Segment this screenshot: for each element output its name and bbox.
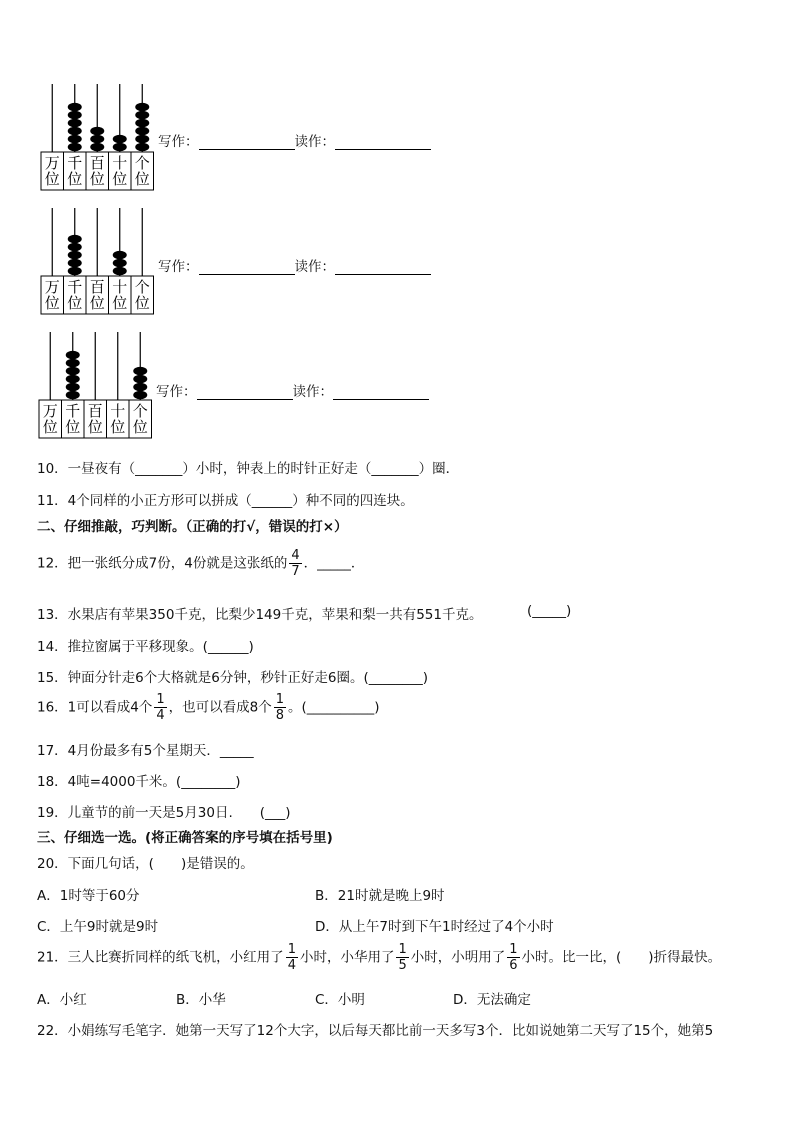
abacus-bead: [68, 135, 82, 144]
abacus-2-answer: [158, 255, 431, 275]
question-10: 10．一昼夜有（_______）小时，钟表上的时针正好走（_______）圈．: [37, 461, 460, 477]
write-label: 写作：: [156, 384, 197, 400]
question-14: 14．推拉窗属于平移现象。(______): [37, 639, 254, 655]
read-label: 读作：: [292, 384, 333, 400]
section-3-heading: 三、仔细选一选。(将正确答案的序号填在括号里): [37, 830, 333, 846]
place-value-label: 十: [112, 154, 128, 172]
place-value-label: 百: [89, 154, 105, 172]
abacus-bead: [66, 383, 80, 392]
place-value-label: 位: [132, 418, 148, 436]
question-11: 11．4个同样的小正方形可以拼成（______）种不同的四连块。: [37, 493, 414, 509]
abacus-bead: [66, 367, 80, 376]
read-blank[interactable]: [333, 385, 429, 400]
question-18: 18．4吨=4000千米。(________): [37, 774, 241, 790]
numerator: 1: [398, 942, 407, 957]
abacus-bead: [133, 383, 147, 392]
abacus-bead: [135, 119, 149, 128]
question-13: [37, 603, 572, 623]
place-value-label: 个: [134, 278, 150, 296]
write-blank[interactable]: [199, 135, 295, 150]
read-blank[interactable]: [335, 260, 431, 275]
abacus-bead: [68, 235, 82, 244]
place-value-label: 位: [44, 170, 60, 188]
abacus-1-drawing: [40, 84, 160, 194]
place-value-label: 位: [134, 170, 150, 188]
denominator: 8: [275, 708, 285, 723]
fraction-1-4: [154, 692, 166, 723]
question-16: [37, 692, 380, 723]
write-label: 写作：: [158, 259, 199, 275]
abacus-2: [40, 208, 160, 318]
abacus-bead: [68, 267, 82, 276]
denominator: 5: [398, 958, 407, 973]
abacus-bead: [90, 127, 104, 136]
abacus-3-answer: [156, 380, 429, 400]
abacus-bead: [113, 267, 127, 276]
abacus-3-drawing: [38, 332, 158, 442]
numerator: 1: [287, 942, 296, 957]
abacus-bead: [68, 111, 82, 120]
denominator: 6: [509, 958, 518, 973]
abacus-bead: [113, 135, 127, 144]
abacus-bead: [66, 359, 80, 368]
place-value-label: 万: [44, 154, 60, 172]
abacus-bead: [113, 143, 127, 152]
q21-text-b: 小时，小华用了: [299, 949, 395, 966]
q20-option-b[interactable]: B．21时就是晚上9时: [315, 888, 445, 904]
abacus-bead: [90, 135, 104, 144]
abacus-bead: [135, 103, 149, 112]
place-value-label: 位: [87, 418, 103, 436]
abacus-bead: [66, 375, 80, 384]
abacus-bead: [68, 251, 82, 260]
question-19: 19．儿童节的前一天是5月30日. (___): [37, 805, 291, 821]
numerator: 4: [291, 548, 300, 563]
abacus-1: [40, 84, 160, 194]
place-value-label: 千: [67, 278, 83, 296]
abacus-bead: [133, 367, 147, 376]
denominator: 4: [156, 708, 165, 723]
place-value-label: 十: [110, 402, 126, 420]
place-value-label: 位: [44, 294, 60, 312]
q21-text-a: 21．三人比赛折同样的纸飞机，小红用了: [37, 949, 284, 966]
write-blank[interactable]: [197, 385, 293, 400]
abacus-bead: [135, 135, 149, 144]
q16-text-c: 。(__________): [288, 699, 380, 716]
q21-option-a[interactable]: A．小红: [37, 992, 87, 1008]
abacus-3: [38, 332, 158, 442]
abacus-bead: [66, 351, 80, 360]
abacus-bead: [135, 127, 149, 136]
fraction-1-8: [274, 692, 286, 723]
place-value-label: 位: [65, 418, 81, 436]
place-value-label: 位: [112, 294, 128, 312]
q20-option-a[interactable]: A．1时等于60分: [37, 888, 140, 904]
q20-option-c[interactable]: C．上午9时就是9时: [37, 919, 159, 935]
abacus-1-answer: [158, 130, 431, 150]
numerator: 1: [275, 692, 285, 707]
question-17: 17．4月份最多有5个星期天．_____: [37, 743, 254, 759]
place-value-label: 万: [42, 402, 58, 420]
denominator: 7: [291, 564, 300, 579]
numerator: 1: [156, 692, 165, 707]
fraction-4-7: [289, 548, 301, 579]
abacus-2-drawing: [40, 208, 160, 318]
numerator: 1: [509, 942, 518, 957]
write-label: 写作：: [158, 134, 199, 150]
question-15: 15．钟面分针走6个大格就是6分钟，秒针正好走6圈。(________): [37, 670, 428, 686]
abacus-bead: [68, 143, 82, 152]
q13-text: 13．水果店有苹果350千克，比梨少149千克，苹果和梨一共有551千克。: [37, 607, 483, 623]
section-2-heading: 二、仔细推敲，巧判断。（正确的打√，错误的打×）: [37, 519, 348, 535]
read-blank[interactable]: [335, 135, 431, 150]
abacus-bead: [68, 259, 82, 268]
abacus-bead: [68, 127, 82, 136]
read-label: 读作：: [294, 259, 335, 275]
abacus-bead: [135, 143, 149, 152]
q21-option-c[interactable]: C．小明: [315, 992, 365, 1008]
q21-option-b[interactable]: B．小华: [176, 992, 226, 1008]
abacus-bead: [133, 391, 147, 400]
abacus-bead: [66, 391, 80, 400]
place-value-label: 千: [67, 154, 83, 172]
fraction-1-4: [286, 942, 298, 973]
place-value-label: 位: [134, 294, 150, 312]
abacus-bead: [68, 103, 82, 112]
q21-option-d[interactable]: D．无法确定: [453, 992, 531, 1008]
place-value-label: 位: [67, 170, 83, 188]
place-value-label: 个: [134, 154, 150, 172]
question-22: 22．小娟练写毛笔字．她第一天写了12个大字，以后每天都比前一天多写3个．比如说她第二天写了15个，她第5: [37, 1023, 714, 1039]
q12-text: 12．把一张纸分成7份，4份就是这张纸的: [37, 555, 288, 572]
place-value-label: 位: [42, 418, 58, 436]
place-value-label: 个: [132, 402, 148, 420]
place-value-label: 百: [87, 402, 103, 420]
q13-paren: (_____): [527, 603, 572, 619]
abacus-bead: [90, 143, 104, 152]
q16-text-b: ，也可以看成8个: [168, 699, 272, 716]
place-value-label: 十: [112, 278, 128, 296]
abacus-bead: [113, 251, 127, 260]
abacus-bead: [68, 243, 82, 252]
place-value-label: 百: [89, 278, 105, 296]
place-value-label: 万: [44, 278, 60, 296]
abacus-bead: [135, 111, 149, 120]
place-value-label: 位: [89, 294, 105, 312]
denominator: 4: [287, 958, 296, 973]
question-21: [37, 942, 721, 973]
q12-blank: ．_____．: [303, 555, 365, 572]
question-20: 20．下面几句话，( )是错误的。: [37, 856, 254, 872]
place-value-label: 位: [67, 294, 83, 312]
abacus-bead: [68, 119, 82, 128]
question-12: [37, 548, 364, 579]
place-value-label: 千: [65, 402, 81, 420]
q21-text-c: 小时，小明用了: [410, 949, 506, 966]
write-blank[interactable]: [199, 260, 295, 275]
q16-text-a: 16．1可以看成4个: [37, 699, 153, 716]
q20-option-d[interactable]: D．从上午7时到下午1时经过了4个小时: [315, 919, 554, 935]
place-value-label: 位: [89, 170, 105, 188]
abacus-bead: [113, 259, 127, 268]
q21-text-e: 小时。比一比，( )折得最快。: [521, 949, 722, 966]
place-value-label: 位: [110, 418, 126, 436]
abacus-bead: [133, 375, 147, 384]
fraction-1-6: [507, 942, 519, 973]
fraction-1-5: [396, 942, 408, 973]
place-value-label: 位: [112, 170, 128, 188]
read-label: 读作：: [294, 134, 335, 150]
